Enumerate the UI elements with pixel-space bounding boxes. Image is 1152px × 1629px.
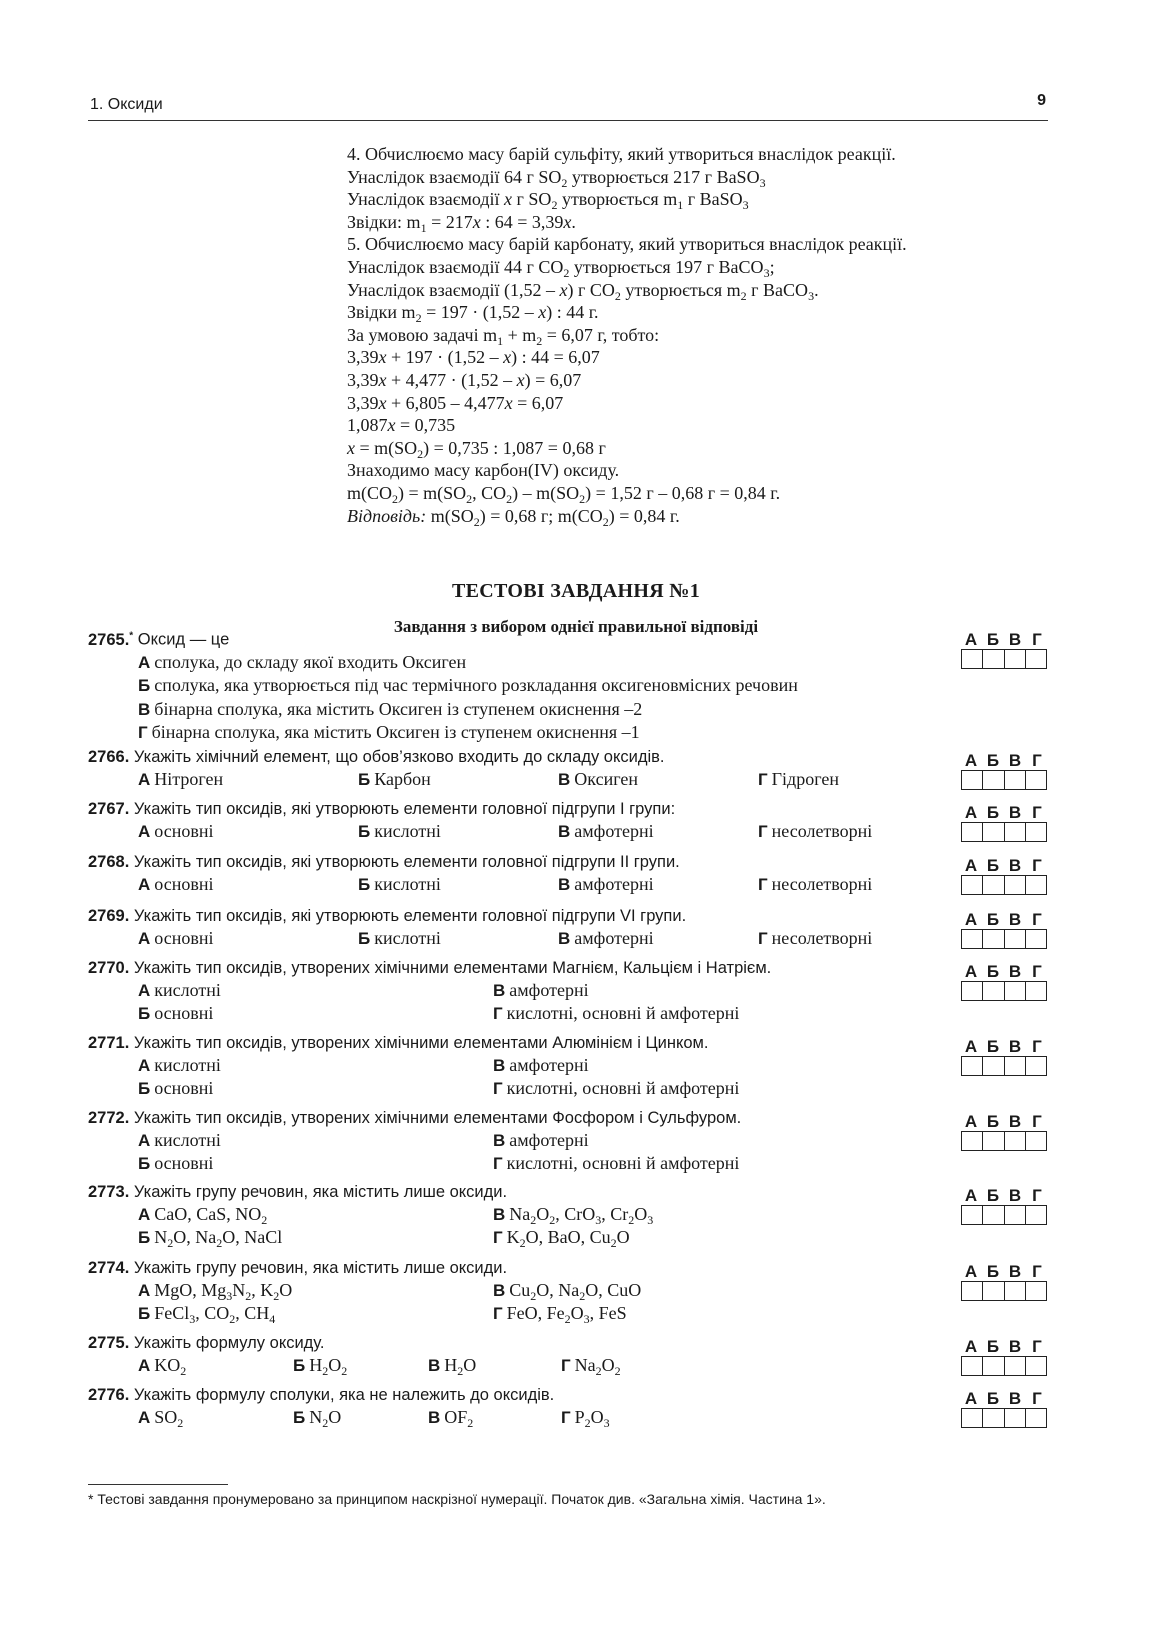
answer-letter: Б [986, 1112, 1000, 1131]
question-text: Укажіть групу речовин, яка містить лише оксиди. [133, 1259, 508, 1277]
answer-letter: Г [1032, 1112, 1042, 1131]
question-2765 [88, 625, 1048, 745]
question-text: Укажіть тип оксидів, які утворюють елементи головної підгрупи II групи. [133, 853, 680, 871]
question-stem [88, 1332, 1048, 1354]
answer-box[interactable] [1005, 982, 1026, 1000]
option-Б: Б Карбон [358, 769, 431, 789]
option-Б: Б кислотні [358, 821, 441, 841]
answer-box[interactable] [1005, 1132, 1026, 1150]
answer-box[interactable] [962, 930, 983, 948]
answer-box[interactable] [1026, 650, 1046, 668]
option-Г: Г Гідроген [758, 769, 839, 789]
solution-line: Унаслідок взаємодії x г $SO_2$ утворюється $m_1$ г BaSO$_3$ [347, 189, 749, 213]
option-В: В амфотерні [558, 874, 654, 894]
answer-box[interactable] [1005, 1206, 1026, 1224]
question-number: 2771. [88, 1034, 130, 1052]
answer-options [138, 820, 1048, 843]
option-В: В $OF_2$ [428, 1407, 474, 1430]
option-В: В $Na_2O_2$, CrO$_3$, $Cr_2O_3$ [493, 1204, 654, 1227]
option-Г: Г $P_2O_3$ [561, 1407, 610, 1430]
answer-letter: А [964, 751, 978, 770]
answer-letter: Г [1032, 803, 1042, 822]
option-А: А основні [138, 874, 214, 894]
question-stem [88, 1384, 1048, 1406]
answer-letter: А [964, 856, 978, 875]
option-В: В амфотерні [493, 1130, 589, 1150]
answer-box[interactable] [1026, 1206, 1046, 1224]
page-number: 9 [1037, 92, 1046, 109]
option-А: А MgO, $Mg_3N_2$, $K_2O$ [138, 1280, 293, 1303]
solution-line: Звідки: $m_1 = 217x$ : 64 = 3,39x. [347, 211, 576, 235]
answer-letter: В [1008, 1262, 1022, 1281]
question-stem [88, 1107, 1048, 1129]
answer-box[interactable] [983, 1282, 1004, 1300]
option-Б: Б $H_2O_2$ [293, 1355, 348, 1378]
answer-letter: В [1008, 630, 1022, 649]
option-Г: Г FeO, $Fe_2O_3$, FeS [493, 1302, 627, 1326]
option-Б: Б основні [138, 1002, 214, 1023]
answer-box[interactable] [983, 982, 1004, 1000]
answer-box[interactable] [962, 1409, 983, 1427]
answer-letter: А [964, 1112, 978, 1131]
option-А: А основні [138, 821, 214, 841]
answer-letter: В [1008, 1112, 1022, 1131]
answer-box[interactable] [1026, 823, 1046, 841]
answer-box[interactable] [983, 930, 1004, 948]
option-В: В амфотерні [558, 928, 654, 948]
answer-letter: Б [986, 856, 1000, 875]
question-number: 2766. [88, 748, 130, 766]
answer-box[interactable] [983, 771, 1004, 789]
answer-box[interactable] [983, 876, 1004, 894]
option-В: В амфотерні [493, 980, 589, 1000]
answer-letter: Б [986, 1186, 1000, 1205]
question-stem [88, 798, 1048, 820]
solution-line: Унаслідок взаємодії 64 г $SO_2$ утворюється 217 г BaSO$_3$ [347, 166, 766, 190]
option-Б: Б $N_2O$, $Na_2O$, NaCl [138, 1226, 283, 1250]
option-А: А кислотні [138, 1130, 221, 1150]
question-2773 [88, 1181, 1048, 1248]
solution-line: 3,39x + 197 · (1,52 – x) : 44 = 6,07 [347, 347, 600, 368]
answer-letter: В [1008, 910, 1022, 929]
solution-line: 3,39x + 4,477 · (1,52 – x) = 6,07 [347, 369, 582, 390]
answer-box[interactable] [1005, 1409, 1026, 1427]
answer-box[interactable] [962, 982, 983, 1000]
question-2769 [88, 905, 1048, 950]
option-А: А $SO_2$ [138, 1407, 184, 1430]
answer-grid [960, 1263, 1048, 1301]
answer-letter: Г [1032, 1037, 1042, 1056]
question-number: 2767. [88, 800, 130, 818]
answer-box[interactable] [962, 650, 983, 668]
question-number: 2776. [88, 1386, 130, 1404]
option-Б: Б основні [138, 1152, 214, 1173]
answer-letter: Г [1032, 856, 1042, 875]
answer-grid [960, 963, 1048, 1001]
answer-box[interactable] [962, 1206, 983, 1224]
answer-letter: Б [986, 1337, 1000, 1356]
option-Г: Г $Na_2O_2$ [561, 1355, 621, 1378]
question-text: Укажіть тип оксидів, утворених хімічними елементами Алюмінієм і Цинком. [133, 1034, 709, 1052]
answer-box[interactable] [983, 650, 1004, 668]
question-text: Укажіть формулу сполуки, яка не належить до оксидів. [133, 1386, 555, 1404]
answer-options [138, 1054, 1048, 1099]
option-А: А кислотні [138, 1055, 221, 1075]
answer-letter: Б [986, 1037, 1000, 1056]
answer-box[interactable] [962, 1132, 983, 1150]
question-2770 [88, 957, 1048, 1024]
answer-letter: А [964, 1262, 978, 1281]
question-2772 [88, 1107, 1048, 1174]
answer-grid [960, 1187, 1048, 1225]
option-В: В бінарна сполука, яка містить Оксиген із ступенем окиснення –2 [138, 698, 643, 719]
answer-letter: В [1008, 962, 1022, 981]
answer-box[interactable] [962, 1057, 983, 1075]
answer-box[interactable] [983, 1206, 1004, 1224]
question-stem [88, 851, 1048, 873]
answer-letter: В [1008, 803, 1022, 822]
page-header [88, 92, 1048, 121]
solution-line: $x = m(SO_2) = 0,735$ : 1,087 = 0,68 г [347, 437, 606, 461]
option-Г: Г кислотні, основні й амфотерні [493, 1077, 740, 1098]
option-А: А основні [138, 928, 214, 948]
answer-box[interactable] [1005, 930, 1026, 948]
answer-box[interactable] [962, 1357, 983, 1375]
solution-line: Звідки $m_2 = 197 \cdot (1,52 - x)$ : 44 г. [347, 302, 599, 326]
option-Б: Б кислотні [358, 874, 441, 894]
answer-box[interactable] [1026, 1357, 1046, 1375]
answer-letter: Г [1032, 1389, 1042, 1408]
question-number: 2770. [88, 959, 130, 977]
answer-grid [960, 752, 1048, 790]
question-text: Укажіть хімічний елемент, що обов’язково входить до складу оксидів. [133, 748, 665, 766]
answer-grid [960, 911, 1048, 949]
answer-options [138, 979, 1048, 1024]
option-Г: Г кислотні, основні й амфотерні [493, 1152, 740, 1173]
solution-line: $m(CO_2) = m(SO_2$, $CO_2) - m(SO_2) = 1,52$ г – 0,68 г = 0,84 г. [347, 482, 781, 506]
answer-letter: Б [986, 1262, 1000, 1281]
section-subtitle: Завдання з вибором однієї правильної відповіді [393, 617, 759, 636]
option-А: А сполука, до складу якої входить Оксиген [138, 651, 467, 672]
answer-letter: В [1008, 1186, 1022, 1205]
question-2776 [88, 1384, 1048, 1429]
option-Б: Б сполука, яка утворюється під час термічного розкладання оксигеновмісних речовин [138, 675, 798, 695]
section-title: ТЕСТОВІ ЗАВДАННЯ №1 [451, 580, 700, 602]
solution-line: 3,39x + 6,805 – 4,477x = 6,07 [347, 392, 564, 413]
question-stem [88, 625, 1048, 651]
question-2774 [88, 1257, 1048, 1324]
answer-grid [960, 1390, 1048, 1428]
answer-letter: В [1008, 1037, 1022, 1056]
solution-line: Унаслідок взаємодії (1,52 – x) г $CO_2$ утворюється $m_2$ г BaCO$_3$. [347, 279, 819, 303]
answer-box[interactable] [1026, 1132, 1046, 1150]
answer-box[interactable] [983, 1057, 1004, 1075]
answer-options [138, 1279, 1048, 1324]
answer-box[interactable] [1026, 876, 1046, 894]
answer-box[interactable] [1026, 1282, 1046, 1300]
answer-box[interactable] [1026, 982, 1046, 1000]
answer-box[interactable] [962, 823, 983, 841]
option-В: В $H_2O$ [428, 1355, 477, 1378]
option-Г: Г несолетворні [758, 874, 873, 894]
answer-box[interactable] [1026, 930, 1046, 948]
answer-grid [960, 857, 1048, 895]
answer-box[interactable] [1005, 1357, 1026, 1375]
question-number: 2769. [88, 907, 130, 925]
answer-box[interactable] [962, 1282, 983, 1300]
answer-options [138, 1406, 1048, 1429]
solution-line: 4. Обчислюємо масу барій сульфіту, який утвориться внаслідок реакції. [347, 144, 896, 164]
answer-letter: В [1008, 856, 1022, 875]
answer-options [138, 927, 1048, 950]
answer-letter: В [1008, 1389, 1022, 1408]
solution-text [347, 143, 907, 527]
answer-letter: А [964, 962, 978, 981]
question-number: 2774. [88, 1259, 130, 1277]
answer-box[interactable] [1005, 1282, 1026, 1300]
answer-letter: Г [1032, 910, 1042, 929]
question-2767 [88, 798, 1048, 843]
answer-options [138, 651, 1048, 745]
answer-options [138, 1354, 1048, 1377]
answer-box[interactable] [1026, 1409, 1046, 1427]
answer-letter: А [964, 630, 978, 649]
option-А: А CaO, CaS, $NO_2$ [138, 1204, 268, 1227]
option-Г: Г несолетворні [758, 928, 873, 948]
answer-box[interactable] [1026, 771, 1046, 789]
option-А: А кислотні [138, 980, 221, 1000]
answer-letter: А [964, 1037, 978, 1056]
chapter-title: 1. Оксиди [90, 96, 163, 113]
option-А: А $KO_2$ [138, 1355, 187, 1378]
answer-box[interactable] [1005, 823, 1026, 841]
footnote: * Тестові завдання пронумеровано за принципом наскрізної нумерації. Початок див. «Загальна хімія. Частина 1». [88, 1491, 826, 1507]
question-text: Укажіть тип оксидів, які утворюють елементи головної підгрупи VI групи. [133, 907, 687, 925]
answer-box[interactable] [983, 1409, 1004, 1427]
question-2768 [88, 851, 1048, 896]
option-Б: Б основні [138, 1077, 214, 1098]
question-text: Укажіть тип оксидів, утворених хімічними елементами Фосфором і Сульфуром. [133, 1109, 742, 1127]
answer-letter: Г [1032, 751, 1042, 770]
solution-line: Унаслідок взаємодії 44 г $CO_2$ утворюється 197 г BaCO$_3$; [347, 256, 775, 280]
answer-box[interactable] [1026, 1057, 1046, 1075]
option-В: В $Cu_2O$, $Na_2O$, CuO [493, 1280, 642, 1303]
answer-letter: Б [986, 962, 1000, 981]
answer-letter: Г [1032, 1186, 1042, 1205]
question-stem [88, 905, 1048, 927]
option-Г: Г бінарна сполука, яка містить Оксиген із ступенем окиснення –1 [138, 722, 640, 742]
question-2766 [88, 746, 1048, 791]
question-text: Укажіть тип оксидів, які утворюють елементи головної підгрупи I групи: [133, 800, 676, 818]
question-2771 [88, 1032, 1048, 1099]
answer-letter: Б [986, 803, 1000, 822]
option-Б: Б $N_2O$ [293, 1407, 342, 1430]
answer-box[interactable] [1005, 1057, 1026, 1075]
question-2775 [88, 1332, 1048, 1377]
answer-grid [960, 1113, 1048, 1151]
answer-letter: Б [986, 751, 1000, 770]
solution-line: 5. Обчислюємо масу барій карбонату, який утвориться внаслідок реакції. [347, 234, 907, 255]
answer-box[interactable] [983, 1357, 1004, 1375]
answer-box[interactable] [983, 1132, 1004, 1150]
answer-letter: Г [1032, 630, 1042, 649]
option-Г: Г $K_2O$, BaO, $Cu_2O$ [493, 1226, 630, 1250]
option-А: А Нітроген [138, 769, 224, 789]
answer-letter: А [964, 1337, 978, 1356]
answer-letter: А [964, 1389, 978, 1408]
option-Б: Б FeCl$_3$, $CO_2$, $CH_4$ [138, 1302, 276, 1326]
option-Г: Г кислотні, основні й амфотерні [493, 1002, 740, 1023]
option-Б: Б кислотні [358, 928, 441, 948]
question-stem [88, 746, 1048, 768]
solution-line: Знаходимо масу карбон(IV) оксиду. [347, 460, 620, 481]
question-text: Укажіть групу речовин, яка містить лише оксиди. [133, 1183, 508, 1201]
option-Г: Г несолетворні [758, 821, 873, 841]
answer-letter: Б [986, 910, 1000, 929]
answer-box[interactable] [1005, 876, 1026, 894]
question-number: 2775. [88, 1334, 130, 1352]
answer-letter: Г [1032, 1262, 1042, 1281]
option-В: В Оксиген [558, 769, 638, 789]
answer-options [138, 1129, 1048, 1174]
question-stem [88, 1181, 1048, 1203]
answer-letter: Б [986, 630, 1000, 649]
option-В: В амфотерні [493, 1055, 589, 1075]
question-number: 2768. [88, 853, 130, 871]
answer-letter: Г [1032, 1337, 1042, 1356]
question-number: 2765.* [88, 630, 134, 649]
option-В: В амфотерні [558, 821, 654, 841]
answer-box[interactable] [962, 771, 983, 789]
question-stem [88, 1032, 1048, 1054]
answer-options [138, 873, 1048, 896]
answer-box[interactable] [1005, 650, 1026, 668]
answer-letter: Б [986, 1389, 1000, 1408]
answer-grid [960, 1338, 1048, 1376]
answer-box[interactable] [962, 876, 983, 894]
answer-grid [960, 631, 1048, 669]
answer-options [138, 768, 1048, 791]
question-number: 2772. [88, 1109, 130, 1127]
answer-letter: Г [1032, 962, 1042, 981]
question-number: 2773. [88, 1183, 130, 1201]
answer-grid [960, 804, 1048, 842]
answer-grid [960, 1038, 1048, 1076]
question-text: Укажіть тип оксидів, утворених хімічними елементами Магнієм, Кальцієм і Натрієм. [133, 959, 772, 977]
answer-letter: А [964, 910, 978, 929]
answer-options [138, 1203, 1048, 1248]
answer-box[interactable] [1005, 771, 1026, 789]
answer-letter: А [964, 1186, 978, 1205]
question-stem [88, 1257, 1048, 1279]
question-text: Укажіть формулу оксиду. [133, 1334, 325, 1352]
solution-line: За умовою задачі $m_1 + m_2 = 6,07$ г, тобто: [347, 324, 660, 348]
question-stem [88, 957, 1048, 979]
footnote-divider [88, 1484, 228, 1485]
answer-letter: А [964, 803, 978, 822]
answer-letter: В [1008, 751, 1022, 770]
answer-box[interactable] [983, 823, 1004, 841]
answer-letter: В [1008, 1337, 1022, 1356]
question-text: Оксид — це [137, 630, 230, 649]
solution-line: 1,087x = 0,735 [347, 415, 456, 436]
solution-line: Відповідь: $m(SO_2) = 0,68$ г; $m(CO_2) = 0,84$ г. [347, 505, 680, 529]
